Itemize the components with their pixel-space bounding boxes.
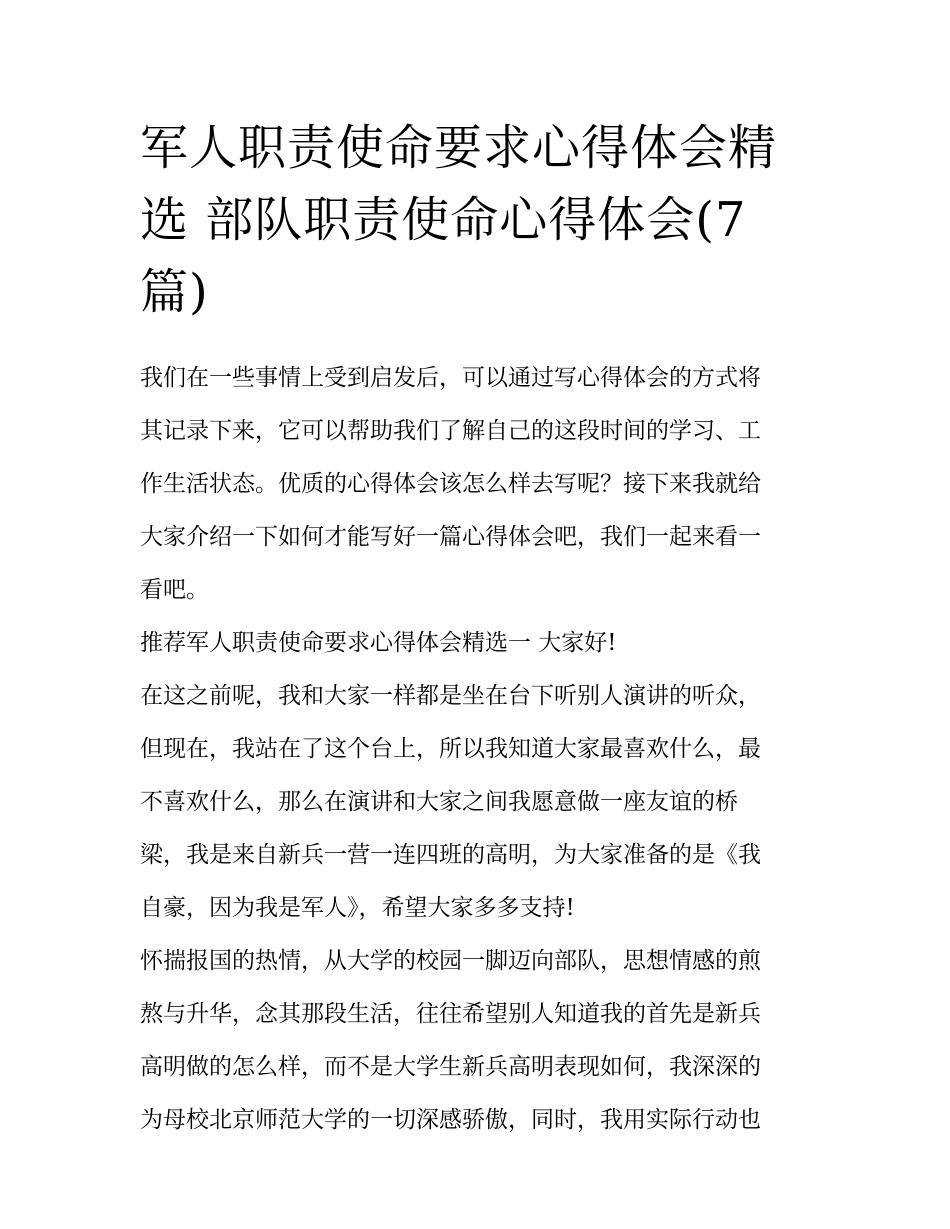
body-line: 高明做的怎么样，而不是大学生新兵高明表现如何，我深深的: [140, 1054, 761, 1080]
body-line: 作生活状态。优质的心得体会该怎么样去写呢？接下来我就给: [140, 471, 761, 497]
title-line: 选 部队职责使命心得体会(7: [140, 192, 747, 248]
title-line: 篇): [140, 264, 209, 320]
body-line: 我们在一些事情上受到启发后，可以通过写心得体会的方式将: [140, 365, 761, 391]
body-line: 不喜欢什么，那么在演讲和大家之间我愿意做一座友谊的桥: [140, 789, 738, 815]
title-line: 军人职责使命要求心得体会精: [140, 120, 778, 176]
document-body: [140, 352, 820, 1147]
body-line: 自豪，因为我是军人》，希望大家多多支持!: [140, 895, 575, 921]
body-line: 大家介绍一下如何才能写好一篇心得体会吧，我们一起来看一: [140, 524, 761, 550]
body-line: 推荐军人职责使命要求心得体会精选一 大家好!: [140, 630, 617, 656]
body-line: 但现在，我站在了这个台上，所以我知道大家最喜欢什么，最: [140, 736, 761, 762]
body-line: 梁，我是来自新兵一营一连四班的高明，为大家准备的是《我: [140, 842, 761, 868]
body-line: 在这之前呢，我和大家一样都是坐在台下听别人演讲的听众，: [140, 683, 761, 709]
body-line: 看吧。: [140, 577, 209, 603]
body-line: 其记录下来，它可以帮助我们了解自己的这段时间的学习、工: [140, 418, 761, 444]
body-line: 为母校北京师范大学的一切深感骄傲，同时，我用实际行动也: [140, 1107, 761, 1133]
body-line: 熬与升华，念其那段生活，往往希望别人知道我的首先是新兵: [140, 1001, 761, 1027]
body-line: 怀揣报国的热情，从大学的校园一脚迈向部队，思想情感的煎: [140, 948, 761, 974]
document-title: [140, 112, 820, 328]
